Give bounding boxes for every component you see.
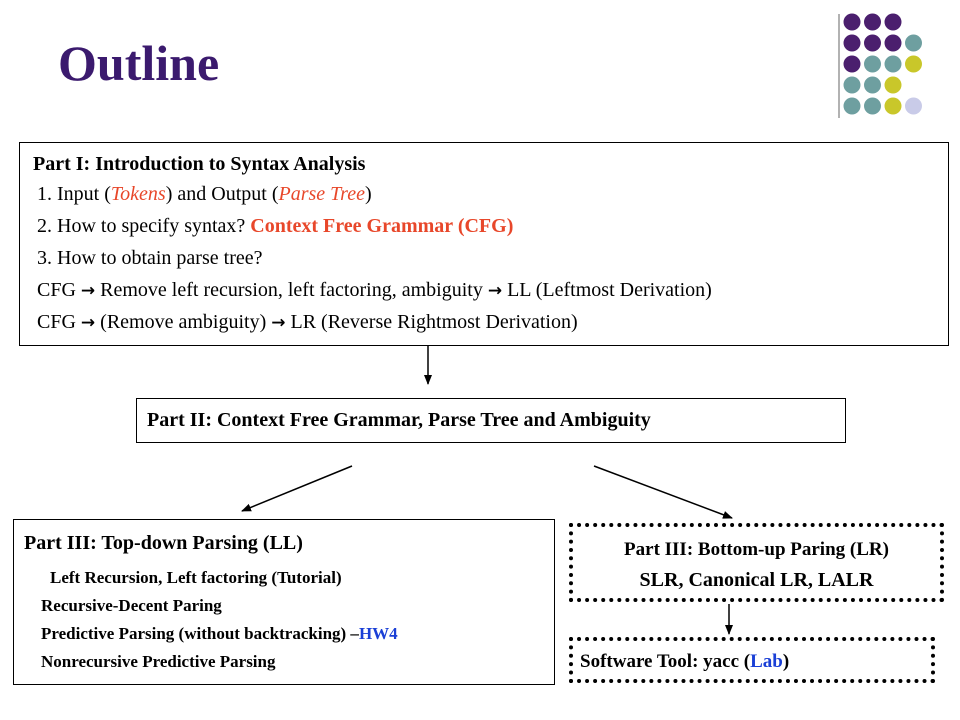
software-post: ) [782,651,790,672]
part1-lr-line [37,311,578,334]
decor-dot [905,35,922,52]
part1-item1 [37,183,372,206]
decor-dot [885,14,902,31]
decor-dot [885,56,902,73]
right-arrow-icon: → [80,281,96,301]
lr-result: LR (Reverse Rightmost Derivation) [285,311,578,333]
ll-steps: Remove left recursion, left factoring, ambiguity [95,279,488,301]
part3-topdown-heading: Part III: Top-down Parsing (LL) [24,532,303,554]
lab-label: Lab [750,651,783,672]
right-arrow-icon: → [487,281,503,301]
ll-result: LL (Leftmost Derivation) [502,279,712,301]
software-tool-label [580,651,789,673]
lr-cfg: CFG [37,311,81,333]
hw-label: HW4 [358,624,398,643]
part3-bottomup-sub: SLR, Canonical LR, LALR [639,569,874,591]
part2-box [136,398,846,443]
decor-dot [844,35,861,52]
topdown-item-predictive [41,624,398,644]
decor-dot [905,56,922,73]
decor-dot [885,98,902,115]
item1-parse-tree: Parse Tree [278,183,365,205]
decor-dot [864,98,881,115]
lr-steps: (Remove ambiguity) [95,311,272,333]
part3-topdown-box [13,519,555,685]
topdown-item-left-recursion: Left Recursion, Left factoring (Tutorial) [50,568,342,587]
part2-heading: Part II: Context Free Grammar, Parse Tree and Ambiguity [147,409,651,431]
software-pre: Software Tool: yacc ( [580,651,751,672]
item1-post: ) [364,183,372,205]
decor-dot [864,35,881,52]
decorative-dots [838,10,948,122]
predictive-text: Predictive Parsing (without backtracking) – [41,624,359,643]
decor-dot [864,56,881,73]
topdown-item-nonrecursive: Nonrecursive Predictive Parsing [41,652,276,671]
part1-box [19,142,949,346]
part1-heading: Part I: Introduction to Syntax Analysis [33,153,366,175]
arrow-part2-to-topdown [242,466,352,511]
decor-dot [905,98,922,115]
decor-dot [864,77,881,94]
arrow-part2-to-bottomup [594,466,732,518]
item2-pre: 2. How to specify syntax? [37,215,251,237]
item1-mid: ) and Output ( [165,183,279,205]
part1-ll-line [37,279,712,302]
right-arrow-icon: → [271,313,286,333]
decor-dot [885,35,902,52]
decor-dot [844,98,861,115]
part3-bottomup-box [569,523,944,602]
part3-bottomup-heading: Part III: Bottom-up Paring (LR) [624,539,889,560]
part1-item3: 3. How to obtain parse tree? [37,247,263,269]
decor-dot [864,14,881,31]
part1-item2 [37,215,513,238]
item2-cfg: Context Free Grammar (CFG) [250,215,514,237]
decor-dot [844,56,861,73]
item1-tokens: Tokens [110,183,166,205]
ll-cfg: CFG [37,279,81,301]
page-title: Outline [58,35,220,91]
right-arrow-icon: → [80,313,96,333]
decor-dot [844,77,861,94]
decor-dot [885,77,902,94]
item1-pre: 1. Input ( [37,183,111,205]
decor-dot [844,14,861,31]
software-tool-box [569,637,935,683]
topdown-item-recursive-descent: Recursive-Decent Paring [41,596,222,615]
